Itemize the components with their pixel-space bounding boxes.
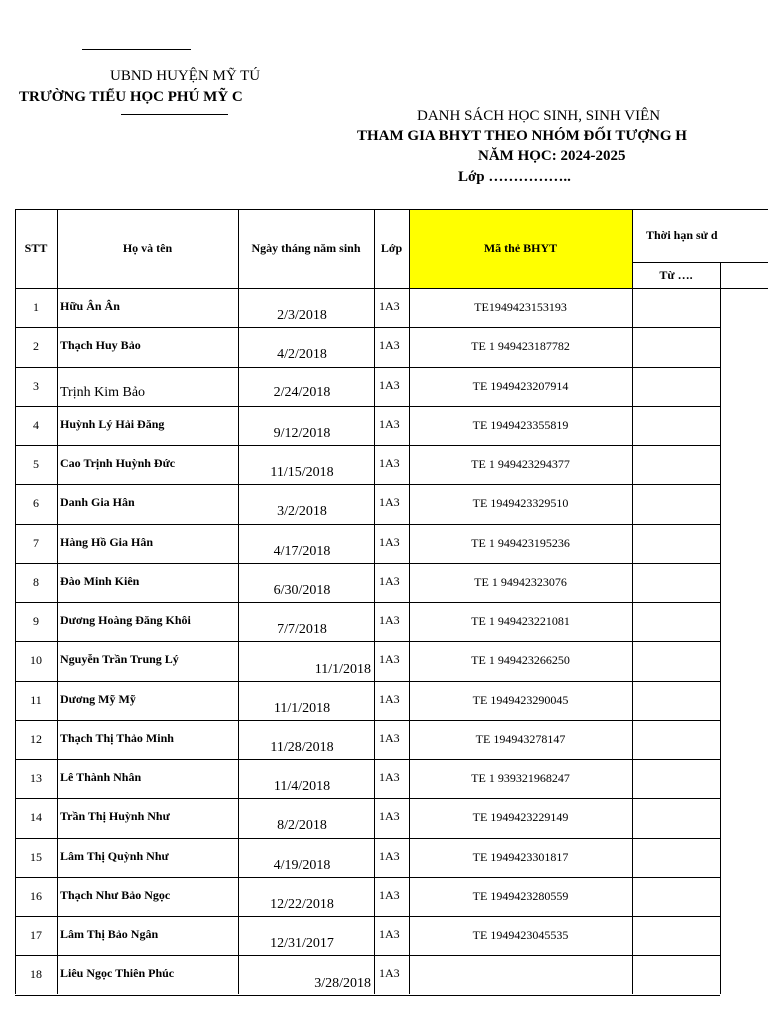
document-title: DANH SÁCH HỌC SINH, SINH VIÊN <box>417 108 661 124</box>
row-card-number: TE 1 949423266250 <box>471 653 570 668</box>
row-class: 1A3 <box>379 770 400 784</box>
row-stt: 10 <box>30 653 42 668</box>
col-header-class: Lớp <box>380 241 403 255</box>
row-class: 1A3 <box>379 573 400 588</box>
row-border <box>15 563 720 564</box>
row-border <box>15 641 720 642</box>
row-border <box>15 327 720 328</box>
row-stt: 4 <box>33 417 39 432</box>
row-class: 1A3 <box>379 377 400 392</box>
row-name: Thạch Huy Bảo <box>60 338 141 353</box>
row-dob: 9/12/2018 <box>273 425 331 441</box>
col-header-from: Từ …. <box>659 267 693 282</box>
col-header-validity: Thời hạn sử d <box>646 228 718 242</box>
row-dob: 8/2/2018 <box>277 818 327 834</box>
col-header-stt: STT <box>24 241 48 255</box>
row-dob: 3/2/2018 <box>277 504 327 520</box>
row-border <box>15 484 720 485</box>
row-class: 1A3 <box>379 730 400 745</box>
row-dob: 3/28/2018 <box>314 976 371 992</box>
row-border <box>15 916 720 917</box>
row-border <box>15 406 720 407</box>
row-card-number: TE 1 939321968247 <box>471 771 570 785</box>
row-class: 1A3 <box>379 299 400 313</box>
row-stt: 1 <box>33 300 39 314</box>
row-border <box>15 995 720 996</box>
row-stt: 7 <box>33 535 39 550</box>
row-card-number: TE 1 949423195236 <box>471 535 570 550</box>
row-name: Đào Minh Kiên <box>60 573 140 588</box>
row-stt: 8 <box>33 574 39 589</box>
row-border <box>15 877 720 878</box>
row-card-number: TE1949423153193 <box>474 300 567 314</box>
row-stt: 15 <box>30 849 42 864</box>
row-dob: 2/3/2018 <box>277 308 327 323</box>
row-name: Thạch Thị Thảo Minh <box>60 730 174 745</box>
row-class: 1A3 <box>379 338 400 353</box>
row-name: Huỳnh Lý Hải Đăng <box>60 416 165 431</box>
row-class: 1A3 <box>379 966 400 981</box>
row-name: Lâm Thị Bảo Ngân <box>60 927 159 941</box>
row-card-number: TE 1 94942323076 <box>474 574 567 589</box>
school-name: TRƯỜNG TIỂU HỌC PHÚ MỸ C <box>19 89 243 105</box>
row-name: Dương Mỹ Mỹ <box>60 691 136 706</box>
row-card-number: TE 1949423290045 <box>472 692 569 707</box>
row-stt: 18 <box>30 967 42 982</box>
row-dob: 11/15/2018 <box>270 465 334 480</box>
row-stt: 3 <box>33 378 39 393</box>
row-card-number: TE 1 949423294377 <box>471 457 570 471</box>
row-class: 1A3 <box>379 887 400 902</box>
row-stt: 11 <box>30 692 42 707</box>
row-card-number: TE 1949423329510 <box>472 496 569 511</box>
row-border <box>15 681 720 682</box>
row-name: Lê Thành Nhân <box>60 770 142 784</box>
row-stt: 17 <box>30 928 42 942</box>
row-dob: 11/1/2018 <box>314 662 371 678</box>
row-dob: 7/7/2018 <box>277 622 327 637</box>
row-name: Dương Hoàng Đăng Khôi <box>60 613 191 627</box>
row-name: Danh Gia Hân <box>60 495 135 510</box>
row-card-number: TE 1949423280559 <box>472 888 569 903</box>
row-border <box>15 367 720 368</box>
row-border <box>15 955 720 956</box>
row-dob: 6/30/2018 <box>273 582 331 598</box>
col-header-card: Mã thẻ BHYT <box>483 241 558 255</box>
row-border <box>15 524 720 525</box>
row-name: Cao Trịnh Huỳnh Đức <box>60 456 176 470</box>
row-name: Trịnh Kim Bảo <box>60 384 146 400</box>
row-dob: 4/2/2018 <box>277 347 327 363</box>
row-stt: 13 <box>30 771 42 785</box>
row-class: 1A3 <box>379 534 400 549</box>
row-dob: 11/1/2018 <box>273 700 331 716</box>
row-border <box>15 445 720 446</box>
row-class: 1A3 <box>379 691 400 706</box>
row-card-number: TE 194943278147 <box>475 731 566 746</box>
class-label: Lớp …………….. <box>458 169 571 185</box>
col-header-dob: Ngày tháng năm sinh <box>251 241 361 255</box>
row-card-number: TE 1949423229149 <box>472 810 569 825</box>
row-border <box>15 759 720 760</box>
column-border <box>720 262 721 994</box>
row-stt: 6 <box>33 496 39 511</box>
row-stt: 5 <box>33 457 39 471</box>
row-stt: 9 <box>33 614 39 628</box>
row-dob: 12/31/2017 <box>270 936 334 951</box>
row-name: Lâm Thị Quỳnh Như <box>60 848 169 863</box>
col-header-name: Họ và tên <box>122 241 173 255</box>
row-dob: 4/17/2018 <box>273 543 331 559</box>
row-name: Hữu Ân Ân <box>60 299 120 313</box>
row-dob: 11/4/2018 <box>273 779 331 794</box>
header-bottom-border <box>15 288 768 289</box>
row-class: 1A3 <box>379 652 400 667</box>
row-stt: 12 <box>30 731 42 746</box>
row-stt: 14 <box>30 810 42 825</box>
row-class: 1A3 <box>379 809 400 824</box>
row-border <box>15 720 720 721</box>
district-name: UBND HUYỆN MỸ TÚ <box>110 68 261 84</box>
row-card-number: TE 1949423207914 <box>472 378 569 393</box>
row-border <box>15 838 720 839</box>
row-border <box>15 798 720 799</box>
row-card-number: TE 1 949423221081 <box>471 614 570 628</box>
school-year: NĂM HỌC: 2024-2025 <box>478 148 626 164</box>
row-name: Trần Thị Huỳnh Như <box>60 809 170 824</box>
row-card-number: TE 1949423355819 <box>472 417 569 432</box>
row-dob: 2/24/2018 <box>273 384 331 400</box>
row-border <box>15 602 720 603</box>
row-name: Thạch Như Bảo Ngọc <box>60 887 171 902</box>
row-card-number: TE 1949423045535 <box>472 928 569 942</box>
row-dob: 4/19/2018 <box>273 857 331 873</box>
row-stt: 16 <box>30 888 42 903</box>
row-name: Hàng Hồ Gia Hân <box>60 534 154 549</box>
row-name: Nguyễn Trần Trung Lý <box>60 652 179 667</box>
document-subtitle: THAM GIA BHYT THEO NHÓM ĐỐI TƯỢNG H <box>357 128 687 144</box>
row-name: Liêu Ngọc Thiên Phúc <box>60 966 175 981</box>
row-class: 1A3 <box>379 456 400 470</box>
row-card-number: TE 1949423301817 <box>472 849 569 864</box>
row-dob: 12/22/2018 <box>270 896 334 912</box>
row-stt: 2 <box>33 339 39 354</box>
row-card-number: TE 1 949423187782 <box>471 339 570 354</box>
row-dob: 11/28/2018 <box>270 739 334 755</box>
row-class: 1A3 <box>379 848 400 863</box>
row-class: 1A3 <box>379 613 400 627</box>
row-class: 1A3 <box>379 495 400 510</box>
row-class: 1A3 <box>379 416 400 431</box>
row-class: 1A3 <box>379 927 400 941</box>
